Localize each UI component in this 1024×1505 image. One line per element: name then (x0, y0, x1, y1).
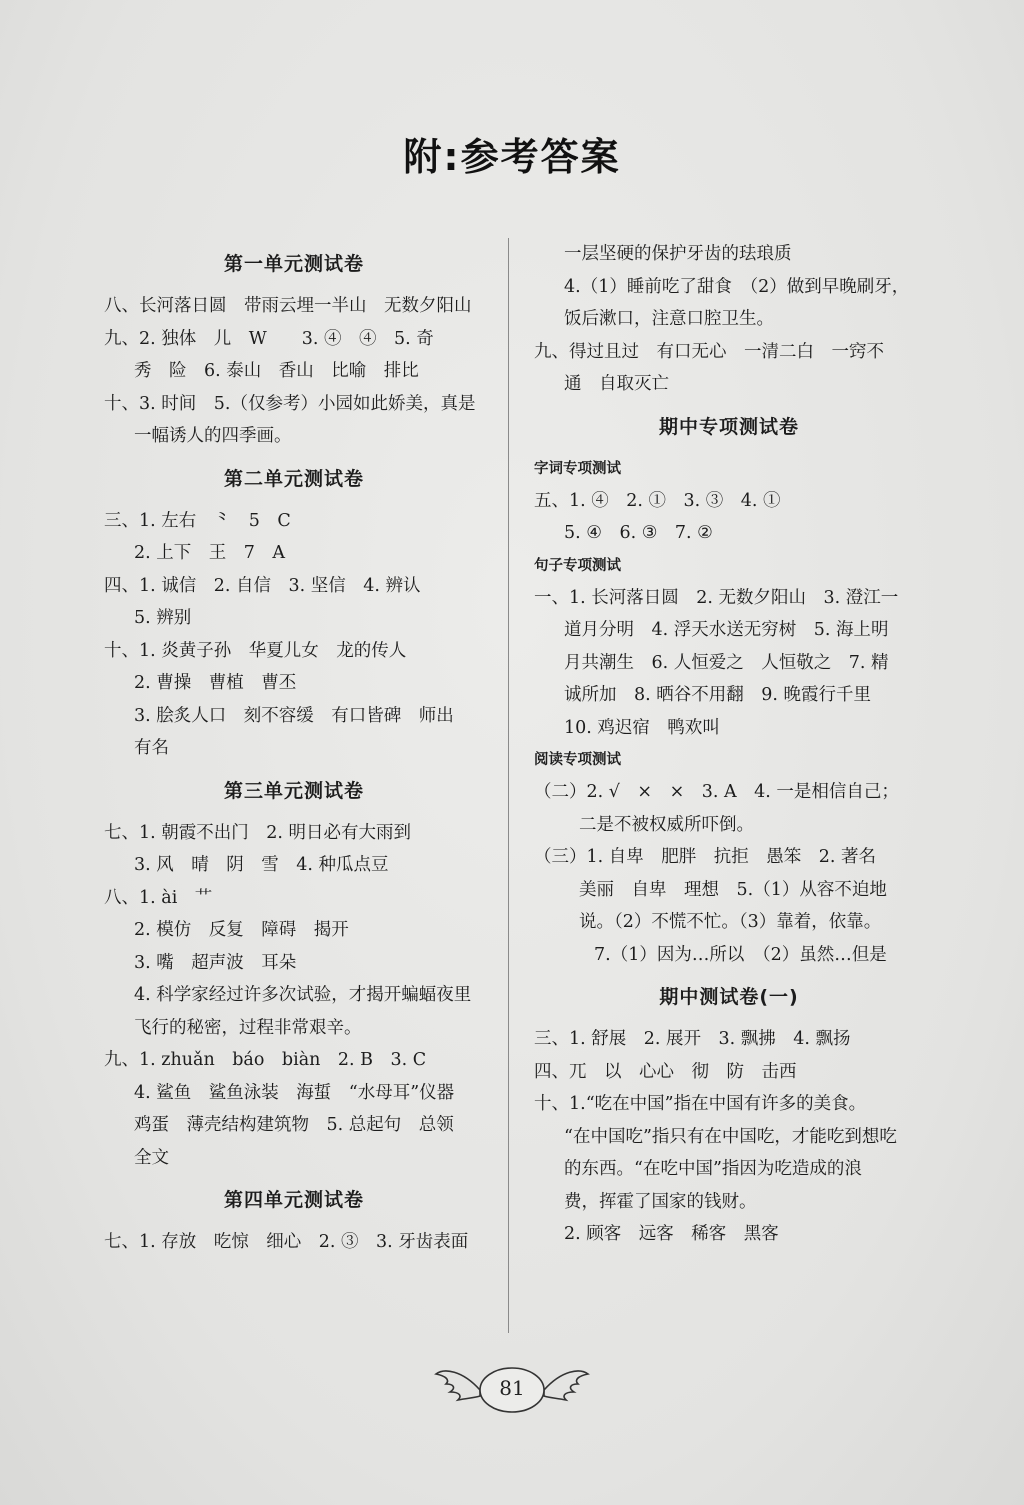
answer-line: 全文 (134, 1147, 169, 1168)
section-heading: 期中专项测试卷 (658, 415, 799, 438)
section-heading: 第二单元测试卷 (223, 467, 364, 490)
answer-line: 道月分明 4. 浮天水送无穷树 5. 海上明 (564, 620, 889, 640)
answer-line: 3. 风 晴 阴 雪 4. 种瓜点豆 (134, 855, 389, 875)
answer-line: 2. 上下 王 7 A (134, 543, 286, 563)
answer-line: 2. 曹操 曹植 曹丕 (134, 673, 297, 693)
left-column (104, 238, 484, 1259)
answer-line: 美丽 自卑 理想 5.（1）从容不迫地 (579, 879, 887, 900)
answer-line: 九、2. 独体 儿 W 3. ④ ④ 5. 奇 (104, 328, 434, 349)
subsection-heading: 句子专项测试 (534, 557, 621, 574)
page-number: 81 (499, 1376, 525, 1400)
answer-line: 二是不被权威所吓倒。 (579, 814, 754, 835)
answer-line: 4.（1）睡前吃了甜食 （2）做到早晚刷牙， (564, 276, 910, 297)
answer-line: 九、得过且过 有口无心 一清二白 一窍不 (534, 341, 884, 362)
answer-line: 2. 顾客 远客 稀客 黑客 (564, 1224, 779, 1244)
answer-line: 诚所加 8. 晒谷不用翻 9. 晚霞行千里 (564, 685, 872, 705)
answer-line: 费，挥霍了国家的钱财。 (564, 1191, 757, 1212)
answer-line: 5. 辨别 (134, 608, 192, 628)
answer-line: 飞行的秘密，过程非常艰辛。 (134, 1017, 362, 1038)
answer-line: 10. 鸡迟宿 鸭欢叫 (564, 717, 720, 738)
answer-line: 九、1. zhuǎn báo biàn 2. B 3. C (104, 1050, 427, 1070)
answer-line: 说。（2）不慌不忙。（3）靠着，依靠。 (579, 912, 882, 932)
answer-line: 十、1.“吃在中国”指在中国有许多的美食。 (534, 1094, 867, 1114)
subsection-heading: 阅读专项测试 (534, 752, 621, 768)
answer-line: 十、1. 炎黄子孙 华夏儿女 龙的传人 (104, 640, 407, 661)
section-heading: 第四单元测试卷 (223, 1189, 364, 1211)
answer-line: 十、3. 时间 5.（仅参考）小园如此娇美，真是 (104, 393, 476, 414)
answer-line: “在中国吃”指只有在中国吃，才能吃到想吃 (564, 1126, 897, 1147)
answer-line: 七、1. 存放 吃惊 细心 2. ③ 3. 牙齿表面 (104, 1232, 469, 1252)
right-column (534, 238, 924, 1251)
page-title: 附:参考答案 (403, 135, 621, 179)
subsection-heading: 字词专项测试 (534, 460, 621, 477)
section-heading: 期中测试卷(一) (659, 986, 799, 1008)
answer-line: 有名 (134, 738, 169, 758)
answer-line: （三）1. 自卑 肥胖 抗拒 愚笨 2. 著名 (534, 847, 877, 867)
answer-line: 四、兀 以 心心 彻 防 击西 (534, 1061, 797, 1082)
answer-line: 三、1. 舒展 2. 展开 3. 飘拂 4. 飘扬 (534, 1029, 851, 1049)
answer-line: 八、长河落日圆 带雨云埋一半山 无数夕阳山 (104, 296, 472, 316)
answer-line: 五、1. ④ 2. ① 3. ③ 4. ① (534, 490, 781, 511)
answer-line: 一层坚硬的保护牙齿的珐琅质 (564, 244, 792, 264)
answer-line: 四、1. 诚信 2. 自信 3. 坚信 4. 辨认 (104, 575, 421, 596)
answer-line: 一幅诱人的四季画。 (134, 426, 292, 446)
answer-line: 4. 鲨鱼 鲨鱼泳装 海蜇 “水母耳”仪器 (134, 1082, 455, 1103)
answer-line: 3. 脍炙人口 刻不容缓 有口皆碑 师出 (134, 705, 454, 726)
section-heading: 第一单元测试卷 (223, 253, 364, 275)
column-divider (508, 238, 509, 1333)
answer-line: 一、1. 长河落日圆 2. 无数夕阳山 3. 澄江一 (534, 587, 899, 608)
answer-line: （二）2. √ × × 3. A 4. 一是相信自己； (534, 782, 899, 802)
answer-line: 三、1. 左右 ⺀ 5 C (104, 510, 291, 531)
answer-line: 3. 嘴 超声波 耳朵 (134, 952, 297, 973)
answer-line: 七、1. 朝霞不出门 2. 明日必有大雨到 (104, 822, 412, 843)
answer-line: 饭后漱口，注意口腔卫生。 (564, 309, 774, 329)
page-number-badge (432, 1356, 592, 1424)
answer-line: 八、1. ài 艹 (104, 887, 213, 908)
answer-line: 秀 险 6. 泰山 香山 比喻 排比 (134, 361, 419, 381)
answer-line: 的东西。“在吃中国”指因为吃造成的浪 (564, 1159, 862, 1179)
answer-line: 月共潮生 6. 人恒爱之 人恒敬之 7. 精 (564, 652, 889, 673)
answer-line: 鸡蛋 薄壳结构建筑物 5. 总起句 总领 (134, 1115, 454, 1135)
answer-line: 4. 科学家经过许多次试验，才揭开蝙蝠夜里 (134, 985, 472, 1005)
section-heading: 第三单元测试卷 (223, 779, 364, 802)
answer-line: 2. 模仿 反复 障碍 揭开 (134, 920, 349, 940)
answer-line: 5. ④ 6. ③ 7. ② (564, 523, 713, 543)
answer-line: 通 自取灭亡 (564, 374, 669, 394)
answer-line: 7.（1）因为…所以 （2）虽然…但是 (594, 944, 887, 965)
